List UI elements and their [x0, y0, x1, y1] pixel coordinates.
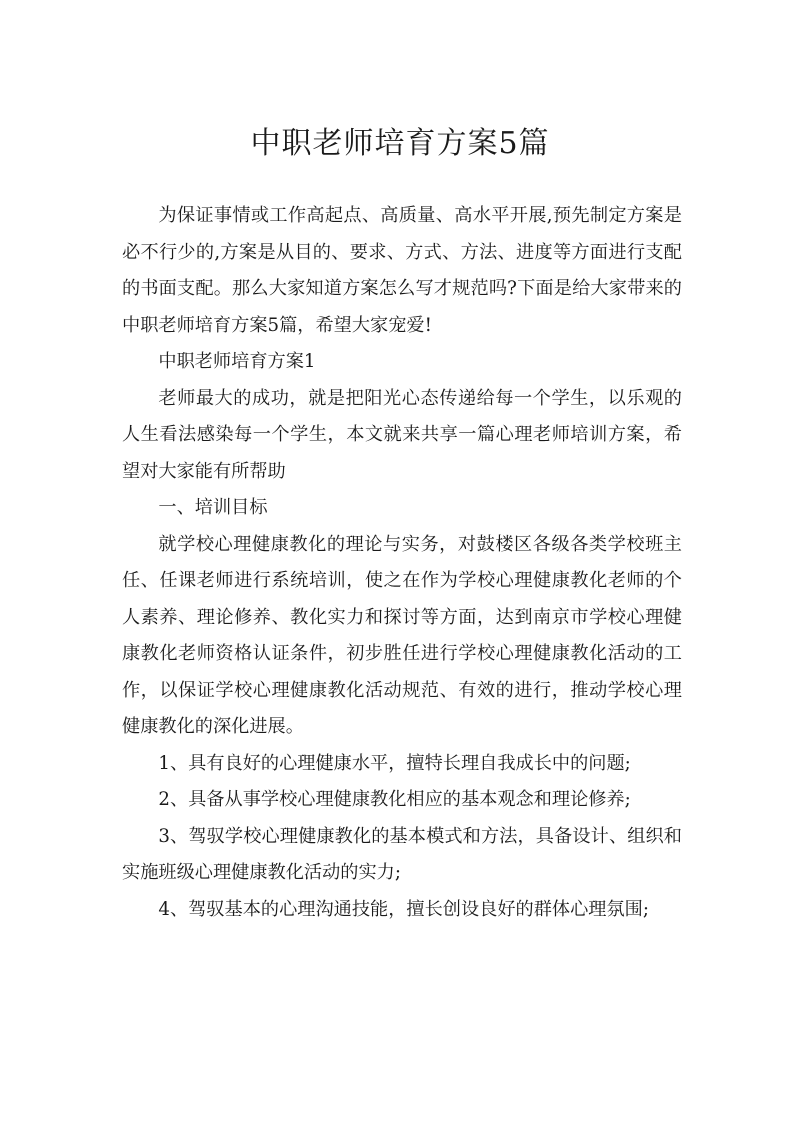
- paragraph-item-4: 4、驾驭基本的心理沟通技能，擅长创设良好的群体心理氛围;: [158, 898, 649, 920]
- paragraph-item-3: 3、驾驭学校心理健康教化的基本模式和方法，具备设计、组织和实施班级心理健康教化活动的实力;: [122, 825, 682, 883]
- paragraph-section-heading: 一、培训目标: [158, 497, 268, 518]
- document-title: 中职老师培育方案5篇: [250, 126, 550, 161]
- paragraph-training-goal: 就学校心理健康教化的理论与实务，对鼓楼区各级各类学校班主任、任课老师进行系统培训，使之在作为学校心理健康教化老师的个人素养、理论修养、教化实力和探讨等方面，达到南京市学校心理健康教化老师资格认证条件，初步胜任进行学校心理健康教化活动的工作，以保证学校心理健康教化活动规范、有效的进行，推动学校心理健康教化的深化进展。: [122, 533, 682, 737]
- document-body: [122, 198, 682, 928]
- paragraph-plan-intro: 老师最大的成功，就是把阳光心态传递给每一个学生，以乐观的人生看法感染每一个学生，本文就来共享一篇心理老师培训方案，希望对大家能有所帮助: [122, 387, 682, 482]
- paragraph-item-2: 2、具备从事学校心理健康教化相应的基本观念和理论修养;: [158, 789, 631, 810]
- paragraph-item-1: 1、具有良好的心理健康水平，擅特长理自我成长中的问题;: [158, 752, 631, 774]
- paragraph-plan-heading: 中职老师培育方案1: [158, 351, 316, 372]
- paragraph-intro: 为保证事情或工作高起点、高质量、高水平开展,预先制定方案是必不行少的,方案是从目的、要求、方式、方法、进度等方面进行支配的书面支配。那么大家知道方案怎么写才规范吗?下面是给大家带来的中职老师培育方案5篇，希望大家宠爱!: [122, 205, 682, 336]
